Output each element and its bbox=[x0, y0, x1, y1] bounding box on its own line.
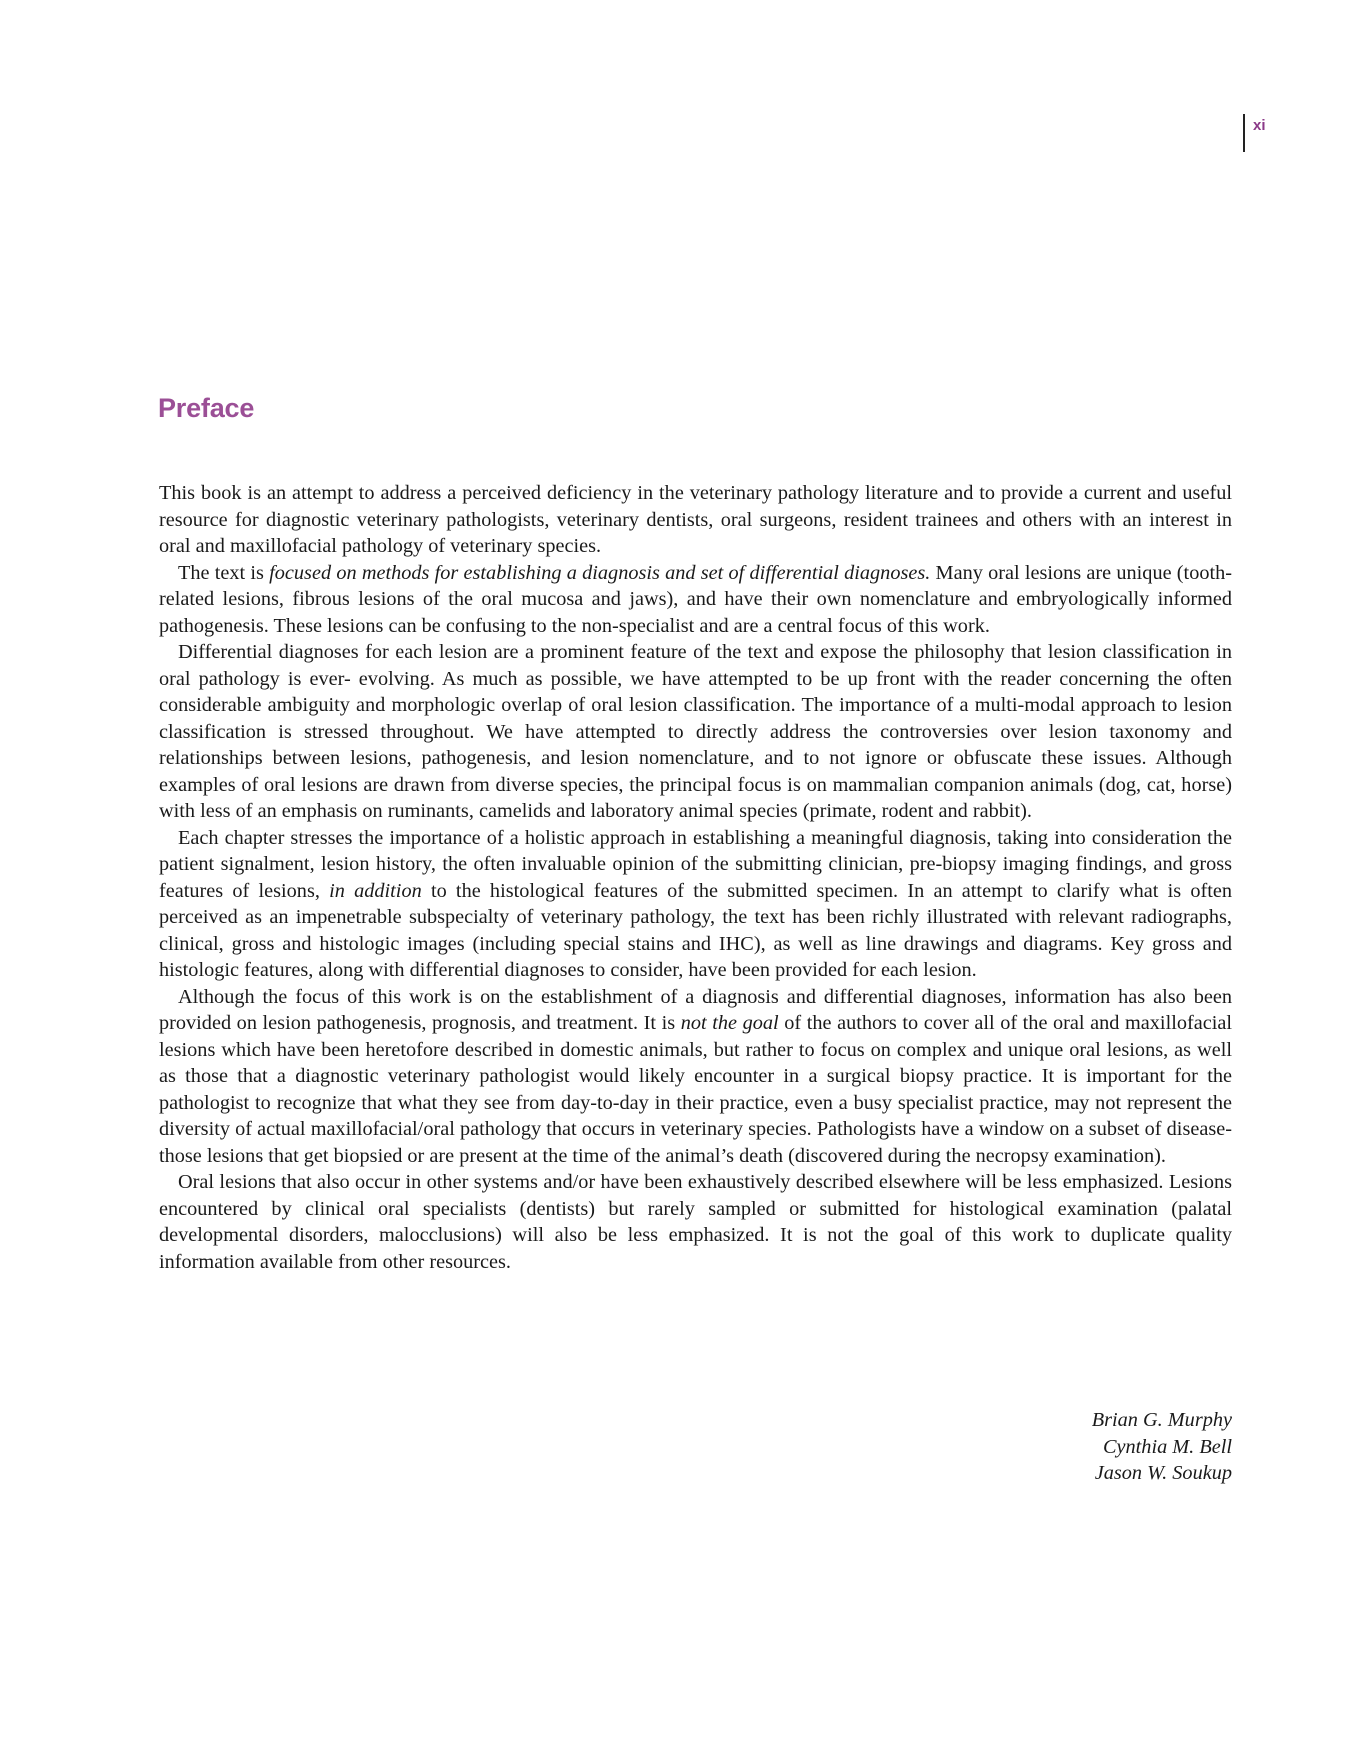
page-number: xi bbox=[1243, 114, 1266, 152]
author-name: Brian G. Murphy bbox=[1091, 1409, 1232, 1431]
author-signatures bbox=[830, 1407, 1232, 1487]
paragraph-text: Differential diagnoses for each lesion are a prominent feature of the text and expose the philosophy that lesion classification in oral pathology is ever- evolving. As much as possible, we have attempted to be up front with the reader concerning the often considerable ambiguity and morphologic overlap of oral lesion classification. The importance of a multi-modal approach to lesion classification is stressed throughout. We have attempted to directly address the controversies over lesion taxonomy and relationships between lesions, pathogenesis, and lesion nomenclature, and to not ignore or obfuscate these issues. Although examples of oral lesions are drawn from diverse species, the principal focus is on mammalian companion animals (dog, cat, horse) with less of an emphasis on ruminants, camelids and laboratory animal species (primate, rodent and rabbit). bbox=[159, 641, 1232, 822]
paragraph-text: The text is bbox=[178, 561, 270, 584]
emphasis-text: focused on methods for establishing a diagnosis and set of differential diagnoses. bbox=[269, 561, 931, 584]
emphasis-text: not the goal bbox=[680, 1012, 779, 1034]
paragraph-text: This book is an attempt to address a perceived deficiency in the veterinary pathology literature and to provide a current and useful resource for diagnostic veterinary pathologists, veterinary dentists, oral surgeons, resident trainees and others with an interest in oral and maxillofacial pathology of veterinary species. bbox=[159, 482, 1232, 557]
paragraph-text: Each chapter stresses the importance of a holistic approach in establishing a meaningful diagnosis, taking into consideration the patient signalment, lesion history, the often invaluable opinion of the submitting clinician, pre-biopsy imaging findings, and gross features of lesions, bbox=[159, 826, 1232, 902]
page-title: Preface bbox=[158, 393, 255, 423]
paragraph-text: Oral lesions that also occur in other systems and/or have been exhaustively described elsewhere will be less emphasized. Lesions encountered by clinical oral specialists (dentists) but rarely sampled or submitted for histological examination (palatal developmental disorders, malocclusions) will also be less emphasized. It is not the goal of this work to duplicate quality information available from other resources. bbox=[159, 1171, 1232, 1273]
paragraph-text: Many oral lesions are unique (tooth-related lesions, fibrous lesions of the oral mucosa and jaws), and have their own nomenclature and embryologically informed pathogenesis. These lesions can be confusing to the non-specialist and are a central focus of this work. bbox=[159, 561, 1233, 637]
paragraph bbox=[159, 825, 1232, 984]
paragraph-text: to the histological features of the submitted specimen. In an attempt to clarify what is often perceived as an impenetrable subspecialty of veterinary pathology, the text has been richly illustrated with relevant radiographs, clinical, gross and histologic images (including special stains and IHC), as well as line drawings and diagrams. Key gross and histologic features, along with differential diagnoses to consider, have been provided for each lesion. bbox=[159, 879, 1232, 981]
paragraph bbox=[159, 984, 1232, 1170]
paragraph bbox=[159, 480, 1232, 560]
preface-body bbox=[159, 480, 1232, 1275]
paragraph bbox=[159, 1169, 1232, 1275]
author-name: Cynthia M. Bell bbox=[1103, 1435, 1232, 1458]
paragraph-text: Although the focus of this work is on the establishment of a diagnosis and differential diagnoses, information has also been provided on lesion pathogenesis, prognosis, and treatment. It is bbox=[159, 985, 1232, 1034]
emphasis-text: in addition bbox=[329, 879, 422, 902]
paragraph bbox=[159, 560, 1232, 640]
author-name: Jason W. Soukup bbox=[1094, 1462, 1232, 1484]
paragraph-text: of the authors to cover all of the oral and maxillofacial lesions which have been heretofore described in domestic animals, but rather to focus on complex and unique oral lesions, as well as those that a diagnostic veterinary pathologist would likely encounter in a surgical biopsy practice. It is important for the pathologist to recognize that what they see from day-to-day in their practice, even a busy specialist practice, may not represent the diversity of actual maxillofacial/oral pathology that occurs in veterinary species. Pathologists have a window on a subset of disease- those lesions that get biopsied or are present at the time of the animal’s death (discovered during the necropsy examination). bbox=[159, 1012, 1233, 1167]
paragraph bbox=[159, 639, 1232, 825]
